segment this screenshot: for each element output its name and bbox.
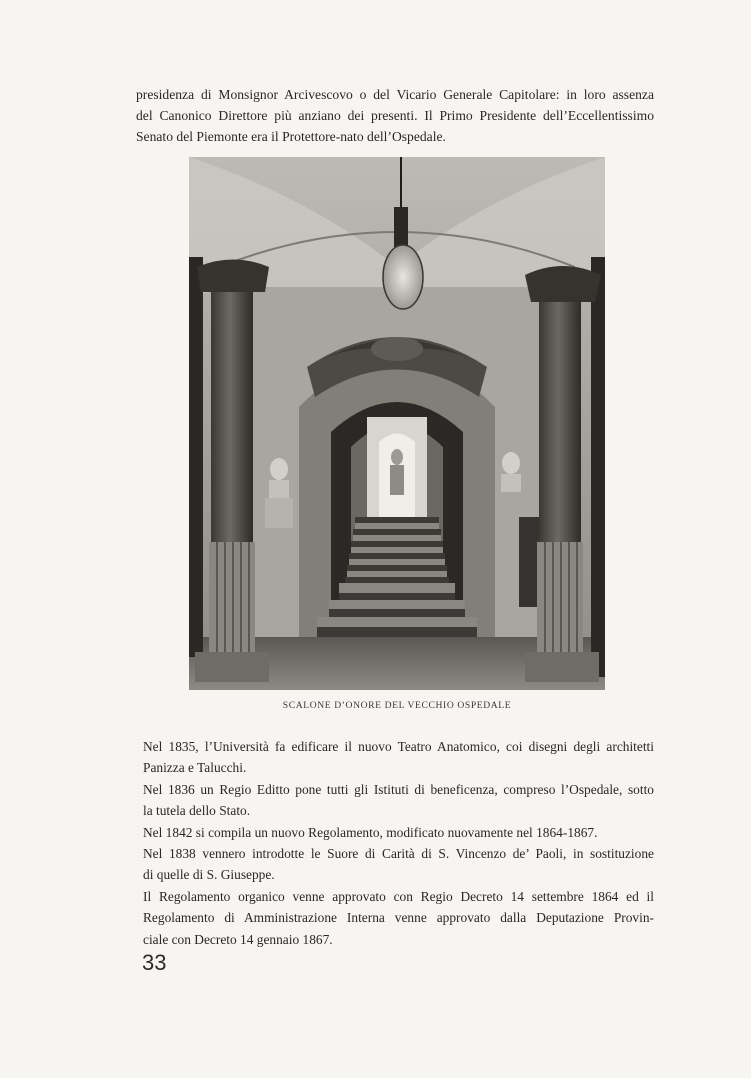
text-line: Regolamento di Amministrazione Interna venne approvato dalla Deputazione Provin- xyxy=(143,910,654,926)
paragraph xyxy=(143,736,654,779)
text-line: presidenza di Monsignor Arcivescovo o del Vicario Generale Capitolare: in loro assenza xyxy=(136,87,654,102)
page-number: 33 xyxy=(142,950,167,975)
text-line: Nel 1836 un Regio Editto pone tutti gli Istituti di beneficenza, compreso l’Ospedale, sotto xyxy=(143,781,654,797)
text-line: Nel 1838 vennero introdotte le Suore di Carità di S. Vincenzo de’ Paoli, in sostituzione xyxy=(143,846,654,862)
text-line: Nel 1842 si compila un nuovo Regolamento, modificato nuovamente nel 1864-1867. xyxy=(143,824,598,840)
text-line: Senato del Piemonte era il Protettore-nato dell’Ospedale. xyxy=(136,129,446,144)
text-line: Panizza e Talucchi. xyxy=(143,760,247,776)
text-line: di quelle di S. Giuseppe. xyxy=(143,867,275,883)
text-line: Nel 1835, l’Università fa edificare il nuovo Teatro Anatomico, coi disegni degli architetti xyxy=(143,739,654,754)
text-line: del Canonico Direttore più anziano dei presenti. Il Primo Presidente dell’Eccellentissimo xyxy=(136,108,654,123)
text-line: la tutela dello Stato. xyxy=(143,803,251,819)
top-paragraph xyxy=(136,84,654,147)
paragraph xyxy=(143,822,654,843)
text-line: ciale con Decreto 14 gennaio 1867. xyxy=(143,931,333,947)
text-line: Il Regolamento organico venne approvato con Regio Decreto 14 settembre 1864 ed il xyxy=(143,888,654,904)
figure-caption: SCALONE D’ONORE DEL VECCHIO OSPEDALE xyxy=(282,700,512,711)
paragraph xyxy=(143,779,654,822)
paragraph xyxy=(143,886,654,950)
paragraph xyxy=(143,843,654,886)
body-text xyxy=(143,736,654,950)
staircase-photograph xyxy=(189,157,605,690)
